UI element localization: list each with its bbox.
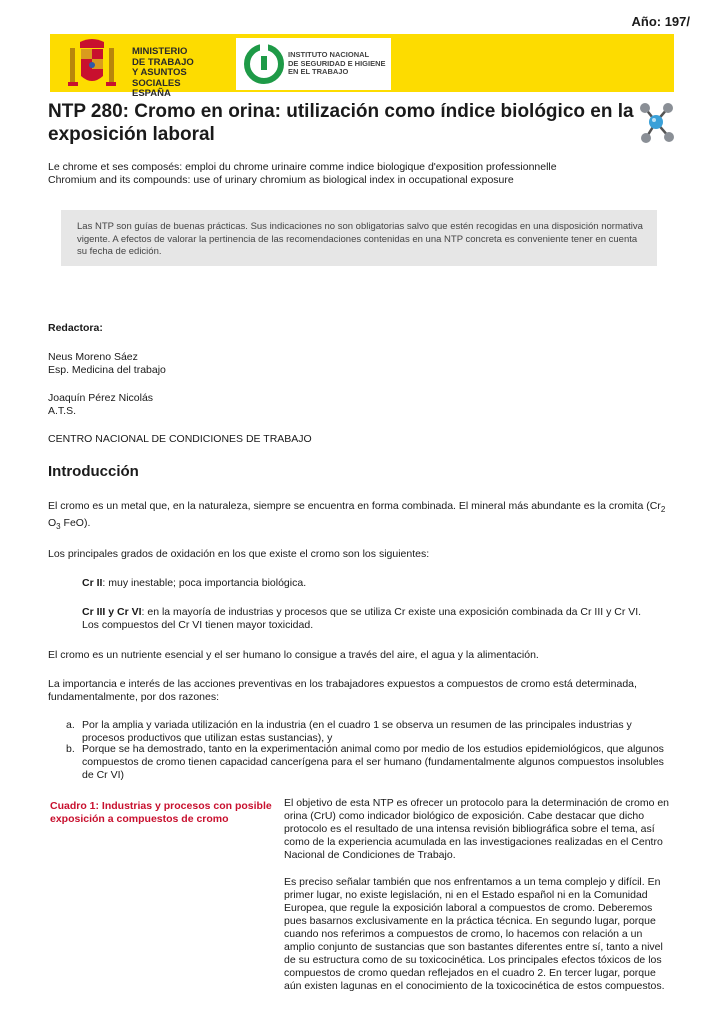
cr2-item: Cr II: muy inestable; poca importancia biológica. bbox=[82, 577, 307, 589]
oxidation-intro: Los principales grados de oxidación en los que existe el cromo son los siguientes: bbox=[48, 548, 430, 560]
complexity-paragraph: Es preciso señalar también que nos enfrentamos a un tema complejo y difícil. En primer lugar, no existe legislación, ni en el Estado español ni en la Comunidad Europea, que regule la exposición laboral a compuestos de cromo. Deberemos pues basarnos exclusivamente en la práctica técnica. En segundo lugar, porque cuando nos referimos a compuestos de cromo, lo hacemos con relación a un amplio conjunto de sustancias que son bastantes diferentes entre sí, tanto a nivel de su estructura como de su toxicocinética. Los principales efectos tóxicos de los compuestos de cromo quedan reflejados en el cuadro 2. En tercer lugar, porque aún existen lagunas en el conocimiento de la toxicocinética de estos compuestos. bbox=[284, 876, 665, 992]
cr3-cr6-item: Cr III y Cr VI: en la mayoría de industrias y procesos que se utiliza Cr existe una exposición combinada da Cr III y Cr VI. Los compuestos del Cr VI tienen mayor toxicidad. bbox=[82, 606, 642, 631]
objective-paragraph: El objetivo de esta NTP es ofrecer un protocolo para la determinación de cromo en orina (CrU) como indicador biológico de exposición. Cabe destacar que dicho protocolo es el resultado de una intensa revisión bibliográfica sobre el tema, así como de la experiencia acumulada en las investigaciones realizadas en el Centro Nacional de Condiciones de Trabajo. bbox=[284, 797, 670, 861]
authors-label: Redactora: bbox=[48, 322, 103, 334]
ministry-logo bbox=[64, 38, 234, 99]
author-role: A.T.S. bbox=[48, 405, 77, 417]
ministry-name: MINISTERIO DE TRABAJO Y ASUNTOS SOCIALES ESPAÑA bbox=[132, 46, 194, 99]
section-heading-intro: Introducción bbox=[48, 463, 139, 480]
disclaimer-text: Las NTP son guías de buenas prácticas. Sus indicaciones no son obligatorias salvo que estén recogidas en una disposición normativa vigente. A efectos de valorar la pertinencia de las recomendaciones contenidas en una NTP concreta es conveniente tener en cuenta su fecha de edición. bbox=[77, 221, 643, 257]
center-name: CENTRO NACIONAL DE CONDICIONES DE TRABAJO bbox=[48, 433, 312, 445]
molecule-icon bbox=[636, 100, 676, 146]
author-role: Esp. Medicina del trabajo bbox=[48, 364, 166, 376]
prevention-paragraph: La importancia e interés de las acciones preventivas en los trabajadores expuestos a compuestos de cromo está determinada, fundamentalmente, por dos razones: bbox=[48, 678, 637, 703]
disclaimer-box bbox=[61, 210, 657, 266]
author-name: Neus Moreno Sáez bbox=[48, 351, 138, 363]
intro-paragraph: El cromo es un metal que, en la naturaleza, siempre se encuentra en forma combinada. El mineral más abundante es la cromita ($Cr_2$ $O_3$ FeO). bbox=[48, 500, 666, 531]
coat-of-arms-icon bbox=[66, 38, 118, 88]
subtitle-english: Chromium and its compounds: use of urinary chromium as biological index in occupational exposure bbox=[48, 174, 514, 186]
insht-name: INSTITUTO NACIONAL DE SEGURIDAD E HIGIENE EN EL TRABAJO bbox=[288, 50, 386, 76]
year-label: Año: 197/ bbox=[631, 14, 690, 29]
header-banner bbox=[50, 34, 674, 99]
nutrient-paragraph: El cromo es un nutriente esencial y el ser humano lo consigue a través del aire, el agua y la alimentación. bbox=[48, 649, 539, 661]
subtitle-french: Le chrome et ses composés: emploi du chrome urinaire comme indice biologique d'exposition professionnelle bbox=[48, 161, 557, 173]
document-title: NTP 280: Cromo en orina: utilización como índice biológico en la exposición laboral bbox=[48, 101, 634, 145]
list-item: b. Porque se ha demostrado, tanto en la experimentación animal como por medio de los estudios epidemiológicos, que algunos compuestos de cromo tienen capacidad cancerígena para el ser humano (fundamentalmente algunos compuestos insolubles de Cr VI) bbox=[66, 743, 664, 781]
list-item: a. Por la amplia y variada utilización en la industria (en el cuadro 1 se observa un resumen de las principales industrias y procesos productivos que utilizan estas sustancias), y bbox=[66, 719, 632, 744]
insht-logo bbox=[236, 38, 391, 90]
insht-emblem-icon bbox=[244, 44, 284, 84]
author-name: Joaquín Pérez Nicolás bbox=[48, 392, 154, 404]
table-caption-link[interactable]: Cuadro 1: Industrias y procesos con posible exposición a compuestos de cromo bbox=[50, 800, 272, 825]
